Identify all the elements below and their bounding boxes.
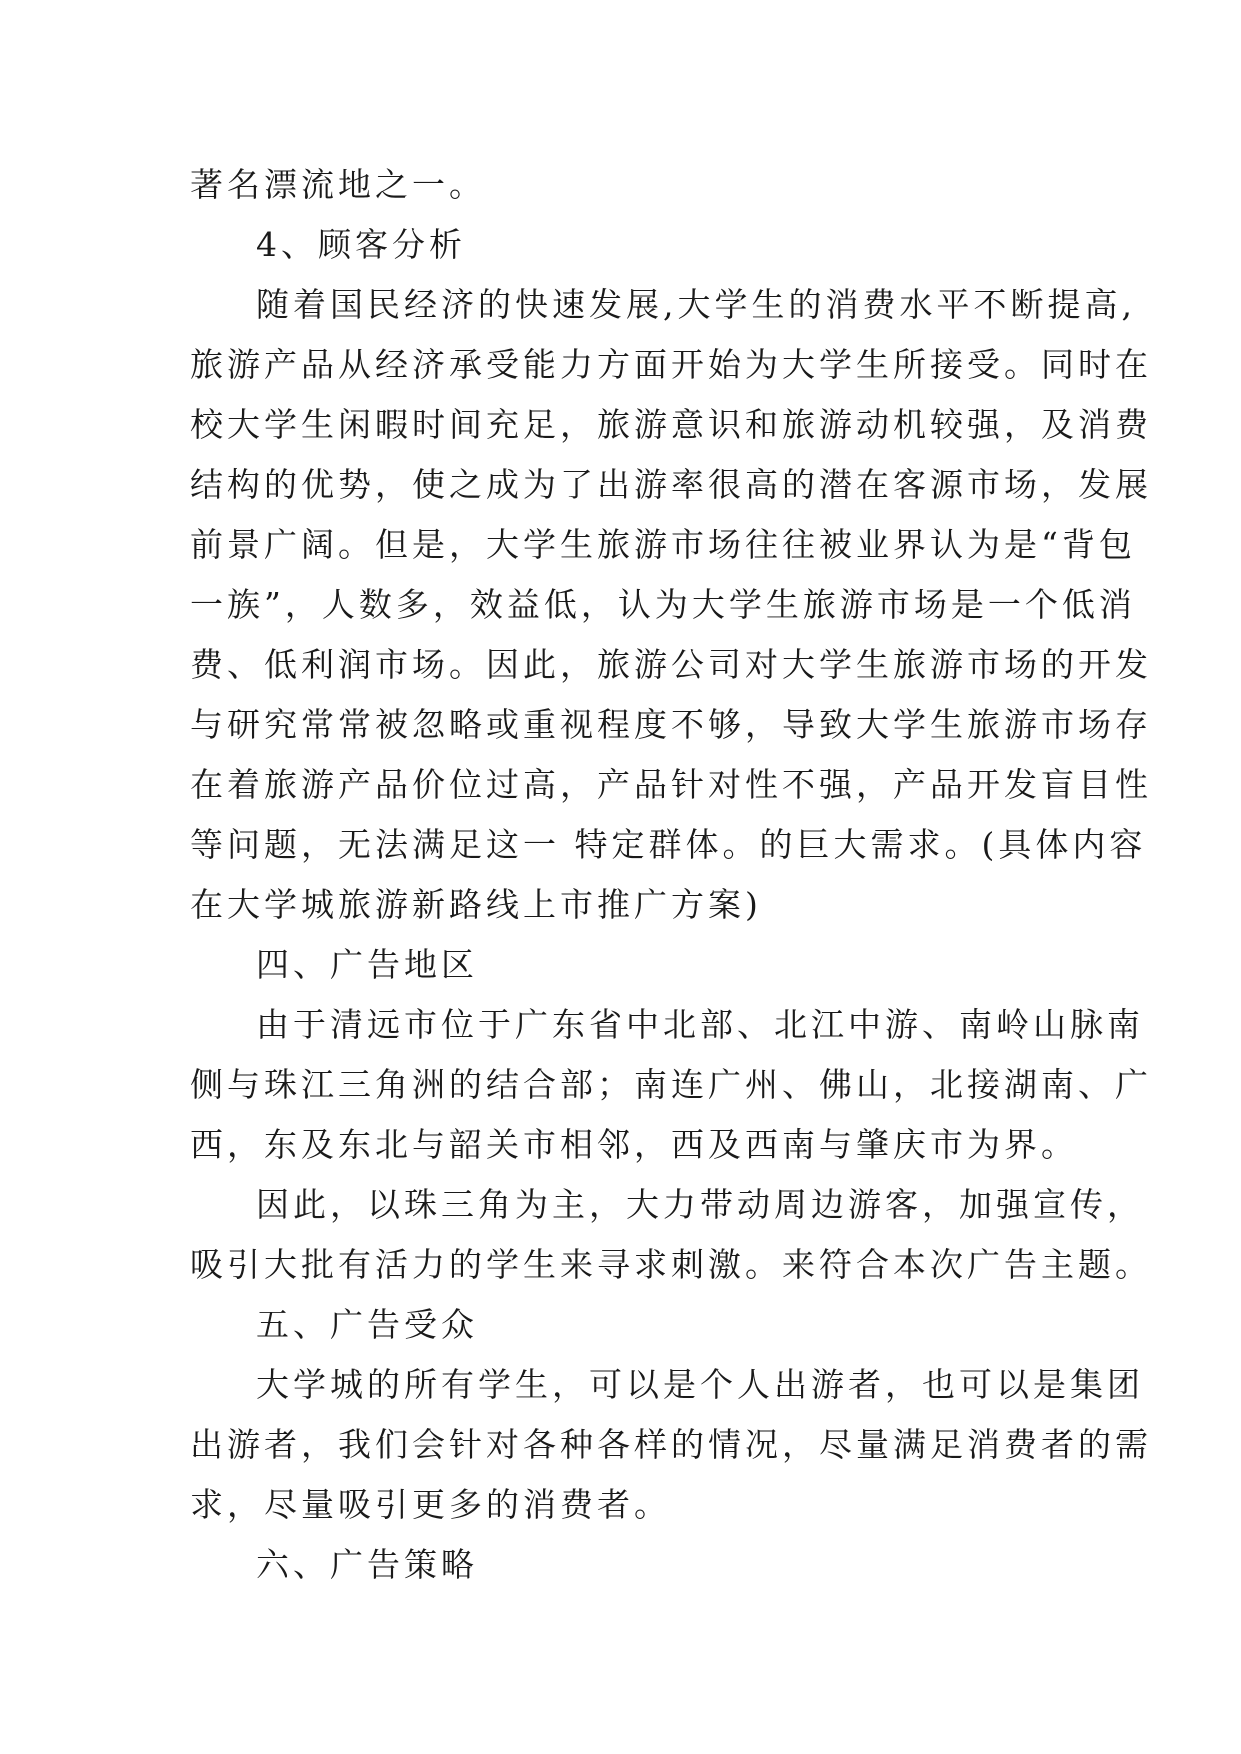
- section-heading: 五、广告受众: [256, 1305, 478, 1344]
- text-line: 大学城的所有学生，可以是个人出游者，也可以是集团: [256, 1365, 1144, 1404]
- text-line: 与研究常常被忽略或重视程度不够，导致大学生旅游市场存: [190, 705, 1152, 744]
- text-line: 等问题，无法满足这一 特定群体。的巨大需求。(具体内容: [190, 825, 1147, 864]
- text-line: 校大学生闲暇时间充足，旅游意识和旅游动机较强，及消费: [190, 405, 1152, 444]
- text-line: 出游者，我们会针对各种各样的情况，尽量满足消费者的需: [190, 1425, 1152, 1464]
- text-line: 在大学城旅游新路线上市推广方案): [190, 885, 762, 924]
- section-heading: 四、广告地区: [256, 945, 478, 984]
- text-line: 随着国民经济的快速发展,大学生的消费水平不断提高,: [256, 285, 1136, 324]
- text-line: 结构的优势，使之成为了出游率很高的潜在客源市场，发展: [190, 465, 1152, 504]
- section-heading: 六、广告策略: [256, 1545, 478, 1584]
- text-line: 前景广阔。但是，大学生旅游市场往往被业界认为是“背包: [190, 525, 1136, 564]
- text-line: 由于清远市位于广东省中北部、北江中游、南岭山脉南: [256, 1005, 1144, 1044]
- text-line: 著名漂流地之一。: [190, 165, 486, 204]
- text-line: 一族”，人数多，效益低，认为大学生旅游市场是一个低消: [190, 585, 1136, 624]
- text-line: 西，东及东北与韶关市相邻，西及西南与肇庆市为界。: [190, 1125, 1078, 1164]
- document-page: [190, 155, 1152, 1595]
- text-line: 侧与珠江三角洲的结合部；南连广州、佛山，北接湖南、广: [190, 1065, 1152, 1104]
- text-line: 在着旅游产品价位过高，产品针对性不强，产品开发盲目性: [190, 765, 1152, 804]
- section-heading: 4、顾客分析: [256, 225, 466, 264]
- text-line: 费、低利润市场。因此，旅游公司对大学生旅游市场的开发: [190, 645, 1152, 684]
- text-line: 因此，以珠三角为主，大力带动周边游客，加强宣传，: [256, 1185, 1144, 1224]
- text-line: 吸引大批有活力的学生来寻求刺激。来符合本次广告主题。: [190, 1245, 1152, 1284]
- text-line: 旅游产品从经济承受能力方面开始为大学生所接受。同时在: [190, 345, 1152, 384]
- text-line: 求，尽量吸引更多的消费者。: [190, 1485, 671, 1524]
